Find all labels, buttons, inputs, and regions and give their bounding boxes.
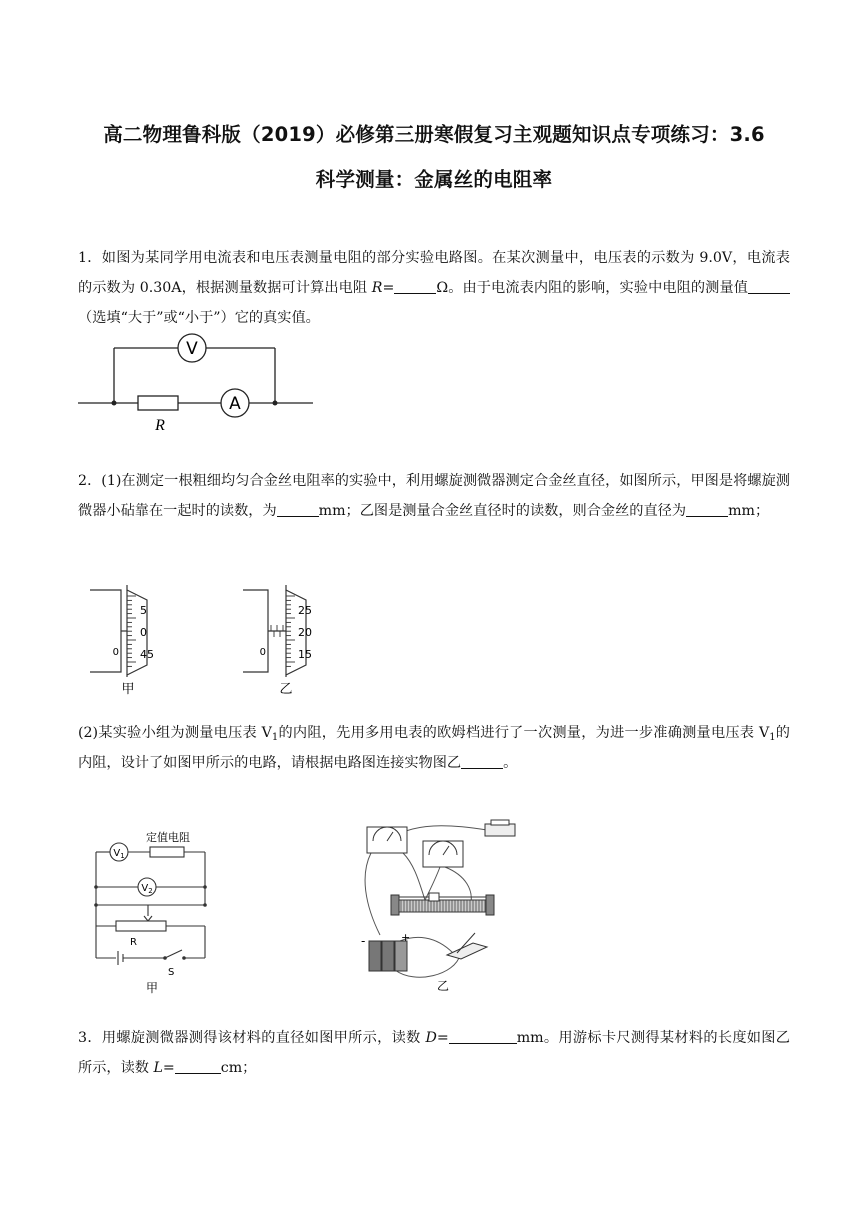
q3-blank-length[interactable] [175, 1059, 221, 1074]
rheostat-label: R [130, 937, 137, 948]
battery-minus: - [361, 934, 366, 948]
fixed-resistor-device [485, 820, 515, 836]
q1-eq: = [382, 280, 395, 296]
micrometer-yi-figure [238, 585, 348, 700]
question-3 [78, 1023, 790, 1083]
v1-label: $V_1$ [113, 848, 125, 860]
q3-var-L: L [153, 1060, 163, 1076]
q1-blank-compare[interactable] [748, 279, 790, 294]
yi-label-25: 25 [298, 604, 312, 617]
title-line-1: 高二物理鲁科版（2019）必修第三册寒假复习主观题知识点专项练习：3.6 [103, 123, 765, 146]
q2-text-b: mm；乙图是测量合金丝直径时的读数，则合金丝的直径为 [318, 503, 687, 519]
q2-text-a: 2．(1)在测定一根粗细均匀合金丝电阻率的实验中，利用螺旋测微器测定合金丝直径，如图所示，甲图是将螺旋测微器小砧靠在一起时的读数，为 [78, 473, 790, 519]
jia-label-0: 0 [140, 626, 147, 639]
q3-var-D: D [425, 1030, 437, 1046]
jia-main-zero: 0 [112, 647, 119, 658]
switch-device [447, 933, 487, 959]
fixed-resistor-label: 定值电阻 [146, 831, 190, 844]
q3-text-a: 3．用螺旋测微器测得该材料的直径如图甲所示，读数 [78, 1030, 426, 1046]
q1-circuit-figure [78, 330, 318, 435]
jia-caption: 甲 [121, 682, 135, 697]
battery-device [369, 941, 407, 971]
yi-caption: 乙 [279, 682, 293, 697]
q2-blank-diameter[interactable] [686, 502, 728, 517]
switch-label: S [168, 967, 175, 978]
voltmeter-label: V [186, 339, 198, 359]
ammeter-label: A [229, 394, 241, 414]
yi-main-zero: 0 [259, 647, 266, 658]
battery-plus: + [401, 931, 411, 944]
v2-label: $V_2$ [141, 883, 153, 895]
circuit-jia-caption: 甲 [145, 981, 159, 995]
q2p2-sub-2: 1 [769, 732, 776, 743]
page-title [78, 112, 790, 202]
voltmeter-2-device [423, 841, 463, 867]
rheostat-device [391, 893, 494, 915]
jia-label-5: 5 [140, 604, 147, 617]
q2p2-sub-1: 1 [271, 732, 279, 743]
q2-text-c: mm； [728, 503, 770, 519]
title-line-2: 科学测量：金属丝的电阻率 [315, 168, 553, 191]
q2p2-text-b: 的内阻，先用多用电表的欧姆档进行了一次测量，为进一步准确测量电压表 V [278, 725, 770, 741]
question-2-part-1 [78, 466, 790, 526]
voltmeter-1-device [367, 827, 407, 853]
question-2-part-2 [78, 718, 790, 778]
q2p2-text-a: (2)某实验小组为测量电压表 V [78, 725, 272, 741]
question-1 [78, 243, 790, 333]
q3-blank-diameter[interactable] [449, 1029, 517, 1044]
yi-label-15: 15 [298, 648, 312, 661]
q3-eq1: = [436, 1030, 449, 1046]
q2-blank-zero-reading[interactable] [277, 502, 319, 517]
q2p2-blank-connection[interactable] [461, 754, 503, 769]
q1-blank-resistance[interactable] [394, 279, 436, 294]
circuit-jia-figure [88, 825, 218, 995]
q3-text-b: mm。用游标卡尺测得某材料的长度如图乙所示，读数 [78, 1030, 790, 1076]
q2p2-text-d: 。 [503, 755, 518, 771]
q3-text-c: cm； [220, 1060, 257, 1076]
yi-label-20: 20 [298, 626, 312, 639]
q1-var-R: R [371, 280, 383, 296]
q1-text-b: Ω。由于电流表内阻的影响，实验中电阻的测量值 [436, 280, 749, 296]
resistor-label: R [155, 417, 165, 434]
circuit-yi-figure [355, 815, 535, 995]
jia-label-45: 45 [140, 648, 154, 661]
q3-eq2: = [162, 1060, 175, 1076]
q1-text-c: （选填“大于”或“小于”）它的真实值。 [78, 310, 320, 326]
q1-text-a: 如图为某同学用电流表和电压表测量电阻的部分实验电路图。在某次测量中，电压表的示数为 9.0V，电流表的示数为 0.30A，根据测量数据可计算出电阻 [78, 250, 790, 296]
micrometer-jia-figure [85, 585, 195, 700]
circuit-yi-caption: 乙 [436, 979, 450, 993]
q2p2-text-c: 的内阻，设计了如图甲所示的电路，请根据电路图连接实物图乙 [78, 725, 790, 771]
q1-number: 1． [78, 250, 102, 266]
